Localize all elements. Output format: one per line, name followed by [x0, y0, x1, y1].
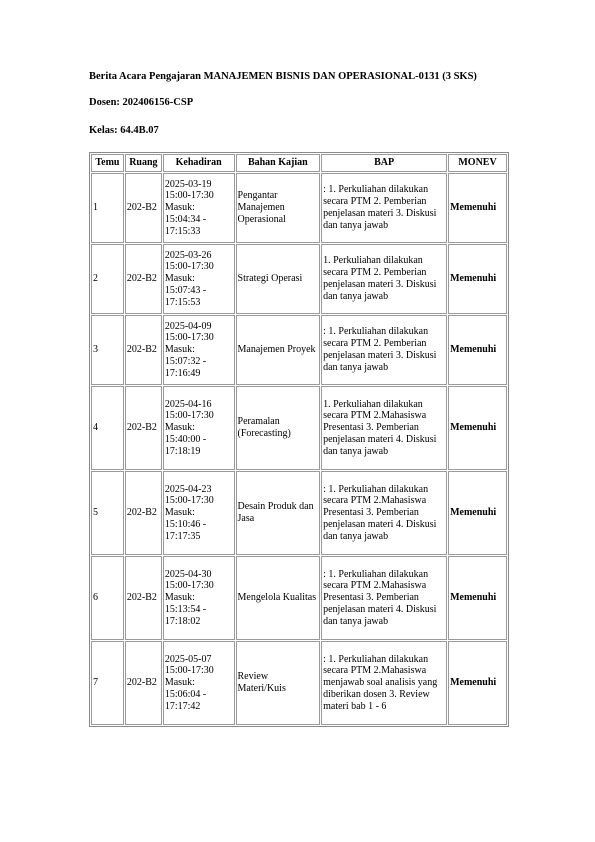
kehadiran-masuk-label: Masuk:	[164, 202, 195, 214]
cell-monev: Memenuhi	[448, 244, 507, 314]
kehadiran-tanggal: 2025-03-19	[164, 178, 212, 190]
header-monev: MONEV	[448, 154, 507, 172]
cell-kehadiran	[163, 386, 235, 470]
cell-ruang: 202-B2	[125, 556, 162, 640]
kehadiran-tanggal: 2025-04-09	[164, 320, 212, 332]
kehadiran-waktu-keluar: 17:15:53	[164, 296, 201, 308]
cell-ruang: 202-B2	[125, 315, 162, 385]
cell-temu: 4	[91, 386, 124, 470]
kehadiran-waktu-masuk: 15:10:46 -	[164, 518, 207, 530]
cell-monev: Memenuhi	[448, 556, 507, 640]
table-row	[91, 556, 507, 640]
cell-kehadiran	[163, 641, 235, 725]
header-kehadiran: Kehadiran	[163, 154, 235, 172]
cell-bap: : 1. Perkuliahan dilakukan secara PTM 2.Mahasiswa menjawab soal analisis yang diberikan dosen 3. Review materi bab 1 - 6	[321, 641, 447, 725]
cell-bahan-kajian: Pengantar Manajemen Operasional	[236, 173, 321, 243]
kehadiran-jam: 15:00-17:30	[164, 332, 214, 344]
kehadiran-tanggal: 2025-05-07	[164, 653, 212, 665]
kehadiran-masuk-label: Masuk:	[164, 273, 195, 285]
kehadiran-jam: 15:00-17:30	[164, 665, 214, 677]
cell-bahan-kajian: Peramalan (Forecasting)	[236, 386, 321, 470]
kehadiran-masuk-label: Masuk:	[164, 592, 195, 604]
cell-bap: 1. Perkuliahan dilakukan secara PTM 2. Pemberian penjelasan materi 3. Diskusi dan tanya jawab	[321, 244, 447, 314]
table-body	[91, 173, 507, 725]
cell-temu: 5	[91, 471, 124, 555]
header-ruang: Ruang	[125, 154, 162, 172]
cell-monev: Memenuhi	[448, 386, 507, 470]
kehadiran-waktu-keluar: 17:17:42	[164, 700, 201, 712]
kehadiran-tanggal: 2025-03-26	[164, 249, 212, 261]
cell-bahan-kajian: Desain Produk dan Jasa	[236, 471, 321, 555]
cell-kehadiran	[163, 173, 235, 243]
cell-ruang: 202-B2	[125, 386, 162, 470]
table-header-row	[91, 154, 507, 172]
cell-ruang: 202-B2	[125, 471, 162, 555]
cell-bahan-kajian: Manajemen Proyek	[236, 315, 321, 385]
cell-monev: Memenuhi	[448, 471, 507, 555]
cell-kehadiran	[163, 556, 235, 640]
cell-kehadiran	[163, 471, 235, 555]
kehadiran-waktu-masuk: 15:40:00 -	[164, 433, 207, 445]
kehadiran-waktu-masuk: 15:13:54 -	[164, 603, 207, 615]
kehadiran-jam: 15:00-17:30	[164, 495, 214, 507]
cell-temu: 3	[91, 315, 124, 385]
document-title: Berita Acara Pengajaran MANAJEMEN BISNIS DAN OPERASIONAL-0131 (3 SKS)	[89, 71, 477, 82]
kehadiran-waktu-masuk: 15:07:32 -	[164, 355, 207, 367]
cell-bahan-kajian: Mengelola Kualitas	[236, 556, 321, 640]
kehadiran-waktu-keluar: 17:15:33	[164, 225, 201, 237]
cell-ruang: 202-B2	[125, 173, 162, 243]
table-row	[91, 471, 507, 555]
kehadiran-waktu-keluar: 17:18:19	[164, 445, 201, 457]
cell-monev: Memenuhi	[448, 315, 507, 385]
cell-temu: 2	[91, 244, 124, 314]
kehadiran-tanggal: 2025-04-23	[164, 483, 212, 495]
kehadiran-waktu-keluar: 17:17:35	[164, 530, 201, 542]
header-bap: BAP	[321, 154, 447, 172]
kehadiran-jam: 15:00-17:30	[164, 580, 214, 592]
cell-bahan-kajian: Strategi Operasi	[236, 244, 321, 314]
cell-bap: : 1. Perkuliahan dilakukan secara PTM 2. Pemberian penjelasan materi 3. Diskusi dan tanya jawab	[321, 173, 447, 243]
table-row	[91, 641, 507, 725]
cell-temu: 7	[91, 641, 124, 725]
kehadiran-waktu-keluar: 17:18:02	[164, 615, 201, 627]
kehadiran-waktu-masuk: 15:07:43 -	[164, 284, 207, 296]
kelas-line: Kelas: 64.4B.07	[89, 125, 159, 136]
cell-temu: 1	[91, 173, 124, 243]
cell-bap: : 1. Perkuliahan dilakukan secara PTM 2. Pemberian penjelasan materi 3. Diskusi dan tanya jawab	[321, 315, 447, 385]
cell-bap: : 1. Perkuliahan dilakukan secara PTM 2.Mahasiswa Presentasi 3. Pemberian penjelasan materi 4. Diskusi dan tanya jawab	[321, 471, 447, 555]
cell-bap: : 1. Perkuliahan dilakukan secara PTM 2.Mahasiswa Presentasi 3. Pemberian penjelasan materi 4. Diskusi dan tanya jawab	[321, 556, 447, 640]
kehadiran-masuk-label: Masuk:	[164, 422, 195, 434]
cell-ruang: 202-B2	[125, 244, 162, 314]
cell-ruang: 202-B2	[125, 641, 162, 725]
kehadiran-waktu-keluar: 17:16:49	[164, 367, 201, 379]
kehadiran-masuk-label: Masuk:	[164, 507, 195, 519]
cell-monev: Memenuhi	[448, 173, 507, 243]
cell-bahan-kajian: Review Materi/Kuis	[236, 641, 321, 725]
cell-monev: Memenuhi	[448, 641, 507, 725]
header-temu: Temu	[91, 154, 124, 172]
kehadiran-jam: 15:00-17:30	[164, 190, 214, 202]
attendance-table	[89, 152, 509, 727]
dosen-line: Dosen: 202406156-CSP	[89, 97, 194, 108]
cell-kehadiran	[163, 315, 235, 385]
table-row	[91, 386, 507, 470]
kehadiran-tanggal: 2025-04-30	[164, 568, 212, 580]
cell-kehadiran	[163, 244, 235, 314]
kehadiran-waktu-masuk: 15:04:34 -	[164, 213, 207, 225]
kehadiran-jam: 15:00-17:30	[164, 410, 214, 422]
table-row	[91, 315, 507, 385]
document-page	[89, 70, 509, 727]
cell-temu: 6	[91, 556, 124, 640]
kehadiran-masuk-label: Masuk:	[164, 677, 195, 689]
table-row	[91, 244, 507, 314]
header-bahan-kajian: Bahan Kajian	[236, 154, 321, 172]
kehadiran-masuk-label: Masuk:	[164, 344, 195, 356]
kehadiran-tanggal: 2025-04-16	[164, 398, 212, 410]
kehadiran-jam: 15:00-17:30	[164, 261, 214, 273]
table-row	[91, 173, 507, 243]
cell-bap: 1. Perkuliahan dilakukan secara PTM 2.Mahasiswa Presentasi 3. Pemberian penjelasan materi 4. Diskusi dan tanya jawab	[321, 386, 447, 470]
kehadiran-waktu-masuk: 15:06:04 -	[164, 688, 207, 700]
